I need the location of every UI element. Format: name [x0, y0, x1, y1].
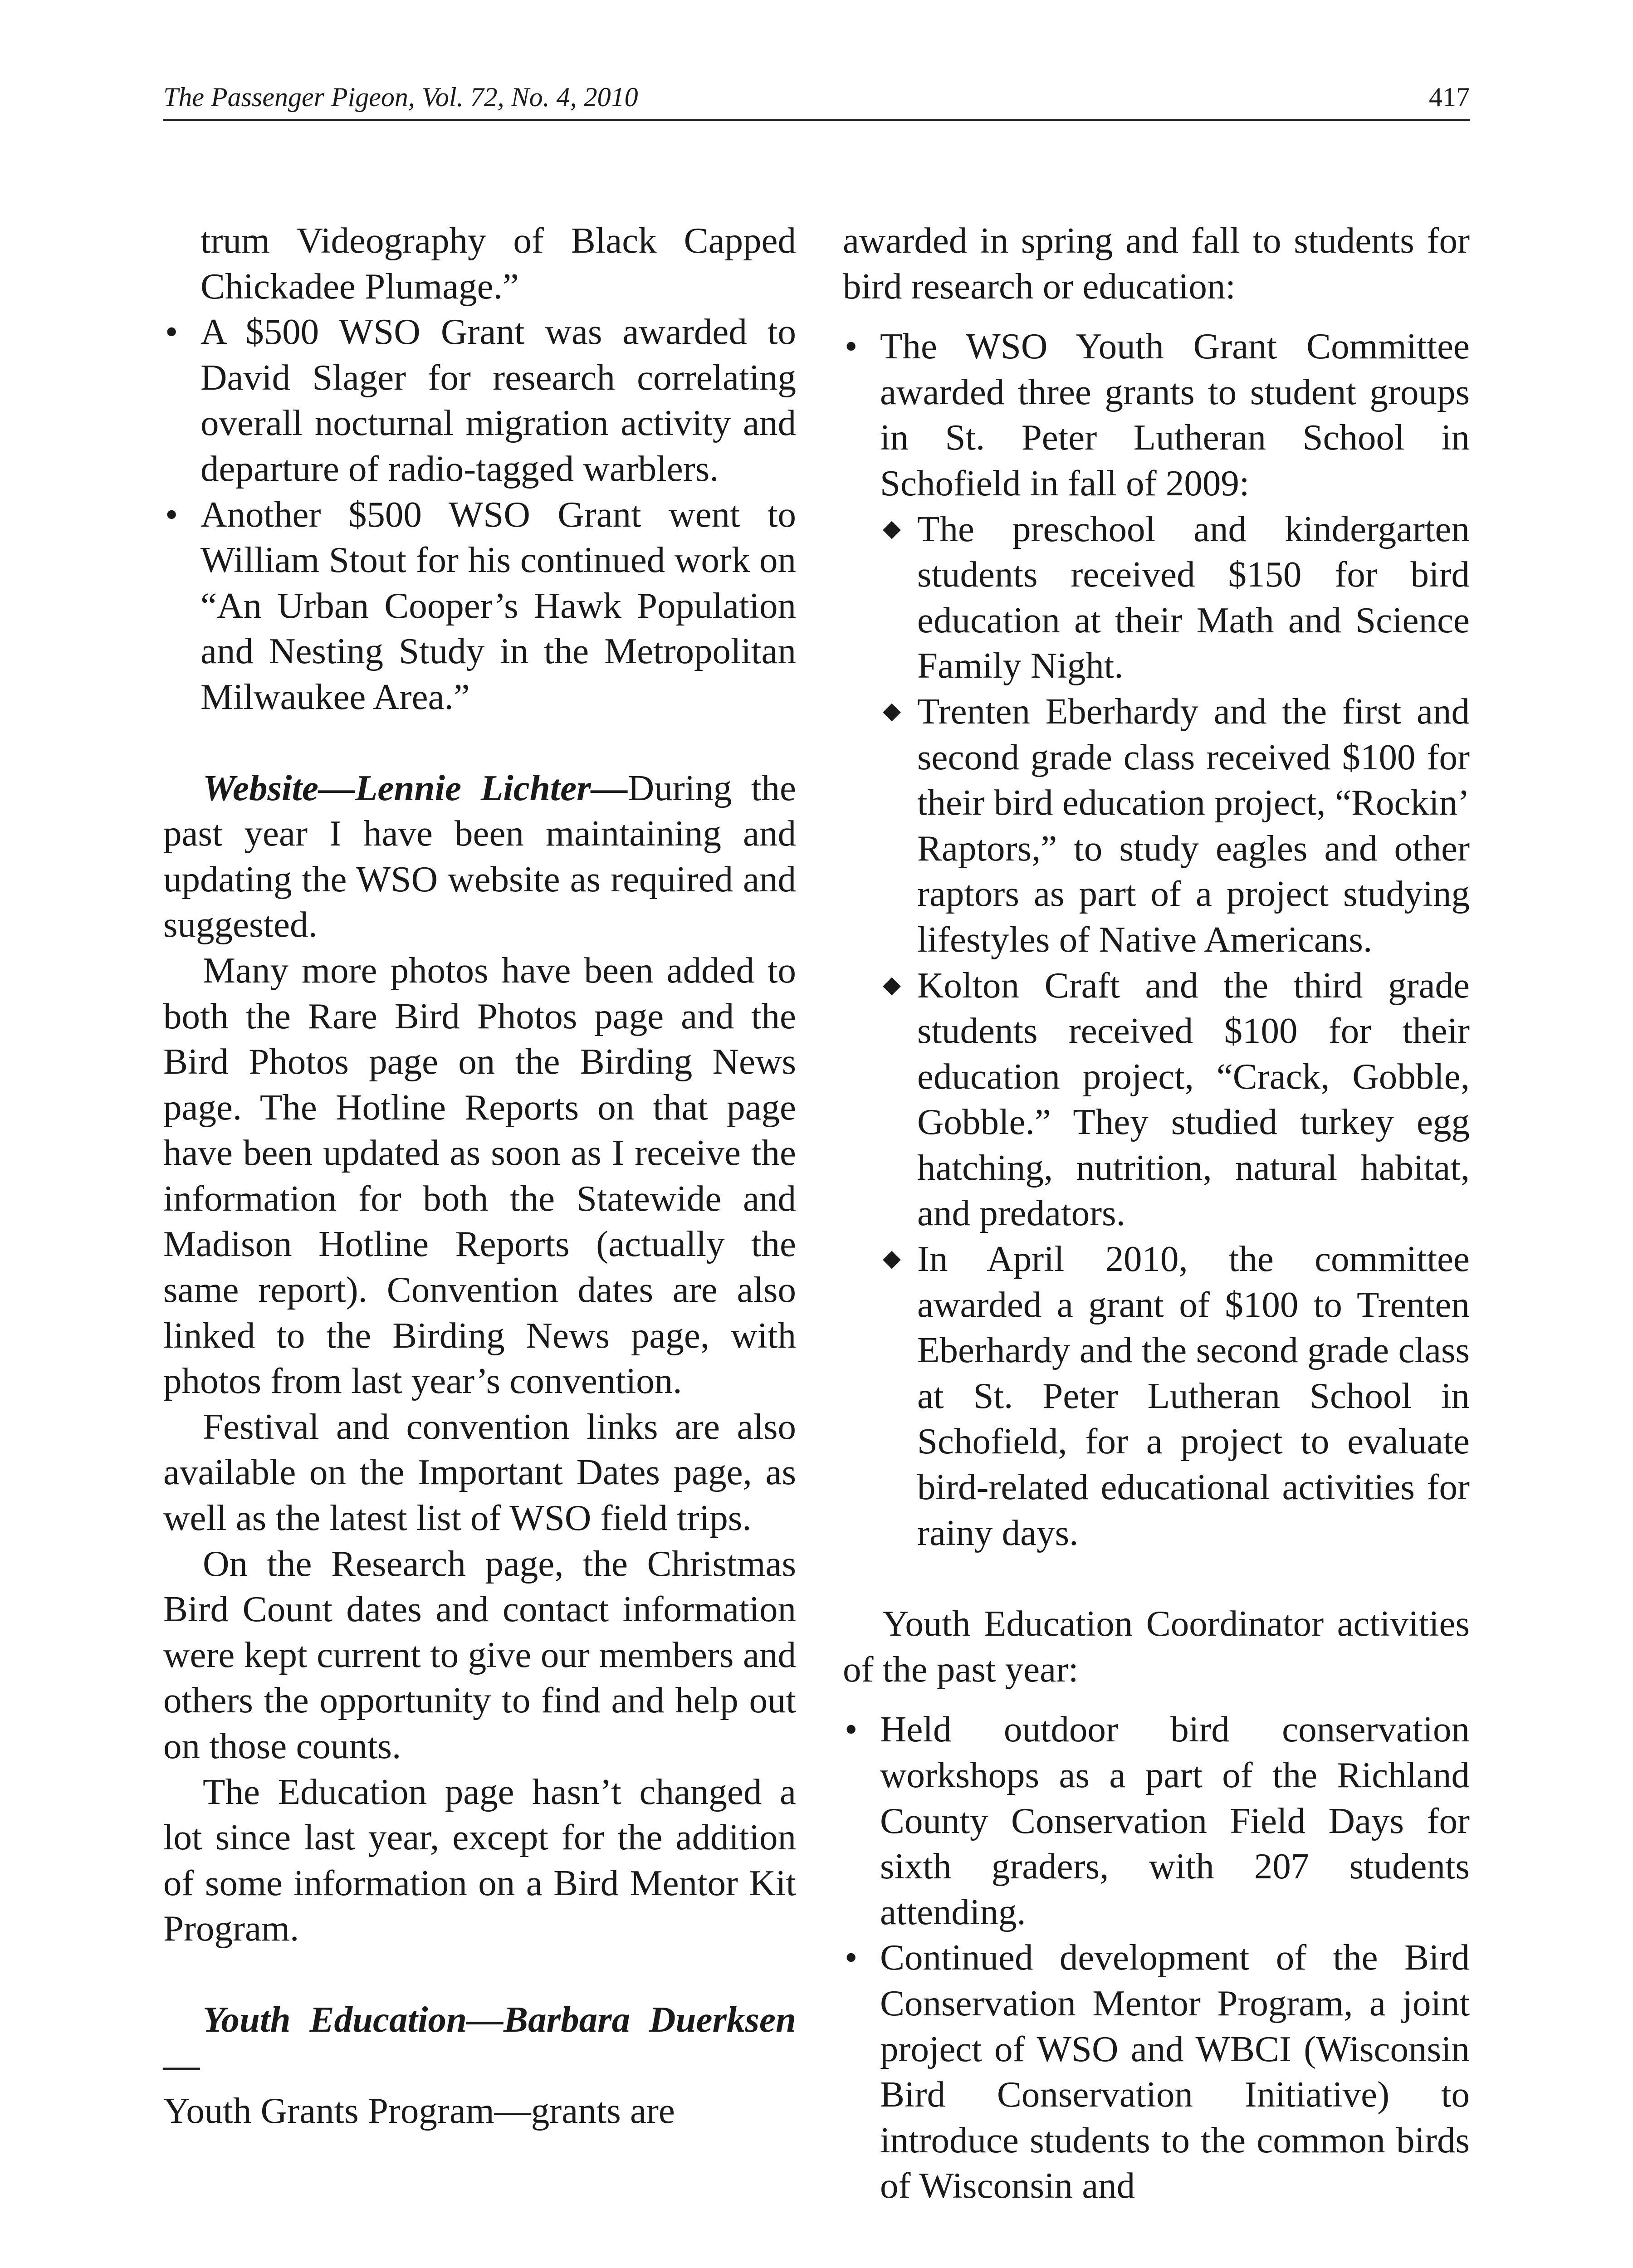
- paragraph: On the Research page, the Christmas Bird Count dates and contact information were kept current to give our members and others the opportunity to find and help out on those counts.: [163, 1543, 796, 1766]
- list-item: • A $500 WSO Grant was awarded to David Slager for research correlating overall nocturnal migration activity and departure of radio-tagged warblers.: [163, 309, 796, 491]
- right-column: [843, 218, 1470, 2209]
- bullet-icon: •: [845, 1937, 858, 1978]
- bullet-icon: •: [845, 326, 858, 367]
- bullet-icon: •: [845, 1709, 858, 1750]
- diamond-bullet-icon: ◆: [883, 1246, 901, 1272]
- bullet-icon: •: [165, 311, 178, 352]
- list-item: • The WSO Youth Grant Committee awarded three grants to student groups in St. Peter Lutheran School in Schofield in fall of 2009: ◆ The preschool and kindergarten students received $150 for bird education at their Math and Science Family Night. ◆ Trenten Eberhardy and the first and second grade class received $100 for their bird education project, “Rockin’ Raptors,” to study eagles and other raptors as part of a project studying lifestyles of Native Americans. ◆ Kolton Craft and the third grade students received $100 for their education project, “Crack, Gobble, Gobble.” They studied turkey egg hatching, nutrition, natural habitat, and predators. ◆ In April 2010, the committee awarded a grant of $100 to Trenten Eberhardy and the second grade class at St. Peter Lutheran School in Schofield, for a project to evaluate bird-related educational activities for rainy days.: [843, 323, 1470, 1555]
- list-item: • Held outdoor bird conservation workshops as a part of the Richland County Conservation Field Days for sixth graders, with 207 students attending.: [843, 1706, 1470, 1935]
- diamond-bullet-icon: ◆: [883, 698, 901, 724]
- list-item: • Continued development of the Bird Conservation Mentor Program, a joint project of WSO and WBCI (Wisconsin Bird Conservation Initiative) to introduce students to the common birds of Wisconsin and: [843, 1935, 1470, 2209]
- paragraph: Festival and convention links are also available on the Important Dates page, as well as the latest list of WSO field trips.: [163, 1406, 796, 1539]
- running-head: [163, 82, 1470, 121]
- youth-education-heading: [163, 1997, 796, 2088]
- coordinator-intro: Youth Education Coordinator activities of the past year:: [843, 1603, 1470, 1690]
- section-run-in-head: Youth Education—Barbara Duerksen—: [163, 1999, 796, 2086]
- diamond-bullet-icon: ◆: [883, 972, 901, 998]
- paragraph: Youth Grants Program—grants are: [163, 2090, 675, 2131]
- continued-bullet-text: trum Videography of Black Capped Chickadee Plumage.”: [200, 220, 796, 307]
- grant-sub-list: [880, 506, 1470, 1556]
- list-item: ◆ In April 2010, the committee awarded a grant of $100 to Trenten Eberhardy and the second grade class at St. Peter Lutheran School in Schofield, for a project to evaluate bird-related educational activities for rainy days.: [880, 1236, 1470, 1555]
- website-paragraph: Website—Lennie Lichter—During the past year I have been maintaining and updating the WSO website as required and suggested.: [163, 767, 796, 945]
- list-item: • Another $500 WSO Grant went to William Stout for his continued work on “An Urban Cooper’s Hawk Population and Nesting Study in the Metropolitan Milwaukee Area.”: [163, 492, 796, 720]
- committee-bullet-list: [843, 323, 1470, 1555]
- list-item: ◆ Kolton Craft and the third grade students received $100 for their education project, “Crack, Gobble, Gobble.” They studied turkey egg hatching, nutrition, natural habitat, and predators.: [880, 963, 1470, 1237]
- list-item: ◆ The preschool and kindergarten students received $150 for bird education at their Math and Science Family Night.: [880, 506, 1470, 689]
- page-number: 417: [1429, 82, 1470, 112]
- continued-paragraph: awarded in spring and fall to students for bird research or education:: [843, 220, 1470, 307]
- list-item: ◆ Trenten Eberhardy and the first and second grade class received $100 for their bird education project, “Rockin’ Raptors,” to study eagles and other raptors as part of a project studying lifestyles of Native Americans.: [880, 689, 1470, 963]
- journal-citation: The Passenger Pigeon, Vol. 72, No. 4, 2010: [163, 82, 638, 112]
- bullet-icon: •: [165, 494, 178, 535]
- diamond-bullet-icon: ◆: [883, 515, 901, 542]
- grant-bullet-list: [163, 309, 796, 719]
- activity-bullet-list: [843, 1706, 1470, 2209]
- left-column: [163, 218, 796, 2134]
- section-run-in-head: Website—Lennie Lichter—: [203, 767, 628, 808]
- paragraph: Many more photos have been added to both the Rare Bird Photos page and the Bird Photos page on the Birding News page. The Hotline Reports on that page have been updated as soon as I receive the information for both the Statewide and Madison Hotline Reports (actually the same report). Convention dates are also linked to the Birding News page, with photos from last year’s convention.: [163, 949, 796, 1402]
- paragraph: The Education page hasn’t changed a lot since last year, except for the addition of some information on a Bird Mentor Kit Program.: [163, 1771, 796, 1949]
